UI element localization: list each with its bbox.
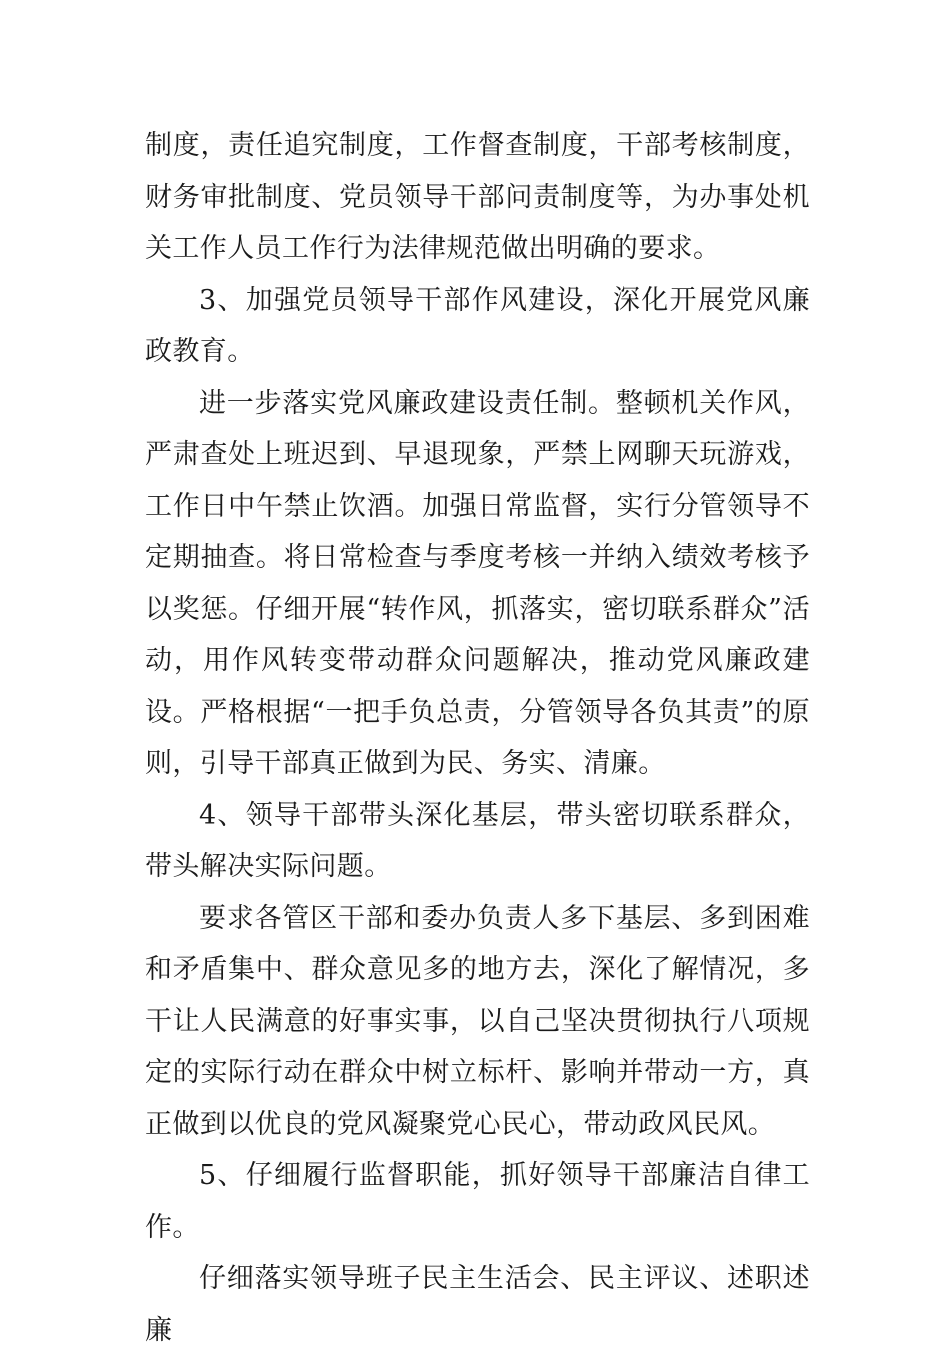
document-body xyxy=(145,120,810,1356)
paragraph-section-3: 进一步落实党风廉政建设责任制。整顿机关作风，严肃查处上班迟到、早退现象，严禁上网聊天玩游戏，工作日中午禁止饮酒。加强日常监督，实行分管领导不定期抽查。将日常检查与季度考核一并纳入绩效考核予以奖惩。仔细开展“转作风，抓落实，密切联系群众”活动，用作风转变带动群众问题解决，推动党风廉政建设。严格根据“一把手负总责，分管领导各负其责”的原则，引导干部真正做到为民、务实、清廉。 xyxy=(145,387,810,779)
paragraph-continuation: 制度，责任追究制度，工作督查制度，干部考核制度，财务审批制度、党员领导干部问责制度等，为办事处机关工作人员工作行为法律规范做出明确的要求。 xyxy=(145,130,810,264)
paragraph-section-4: 要求各管区干部和委办负责人多下基层、多到困难和矛盾集中、群众意见多的地方去，深化了解情况，多干让人民满意的好事实事，以自己坚决贯彻执行八项规定的实际行动在群众中树立标杆、影响并带动一方，真正做到以优良的党风凝聚党心民心，带动政风民风。 xyxy=(145,902,810,1140)
section-heading-3: 3、加强党员领导干部作风建设，深化开展党风廉政教育。 xyxy=(145,284,810,367)
paragraph-section-5: 仔细落实领导班子民主生活会、民主评议、述职述廉 xyxy=(145,1263,810,1346)
section-heading-5: 5、仔细履行监督职能，抓好领导干部廉洁自律工作。 xyxy=(145,1160,810,1243)
section-heading-4: 4、领导干部带头深化基层，带头密切联系群众，带头解决实际问题。 xyxy=(145,799,810,882)
